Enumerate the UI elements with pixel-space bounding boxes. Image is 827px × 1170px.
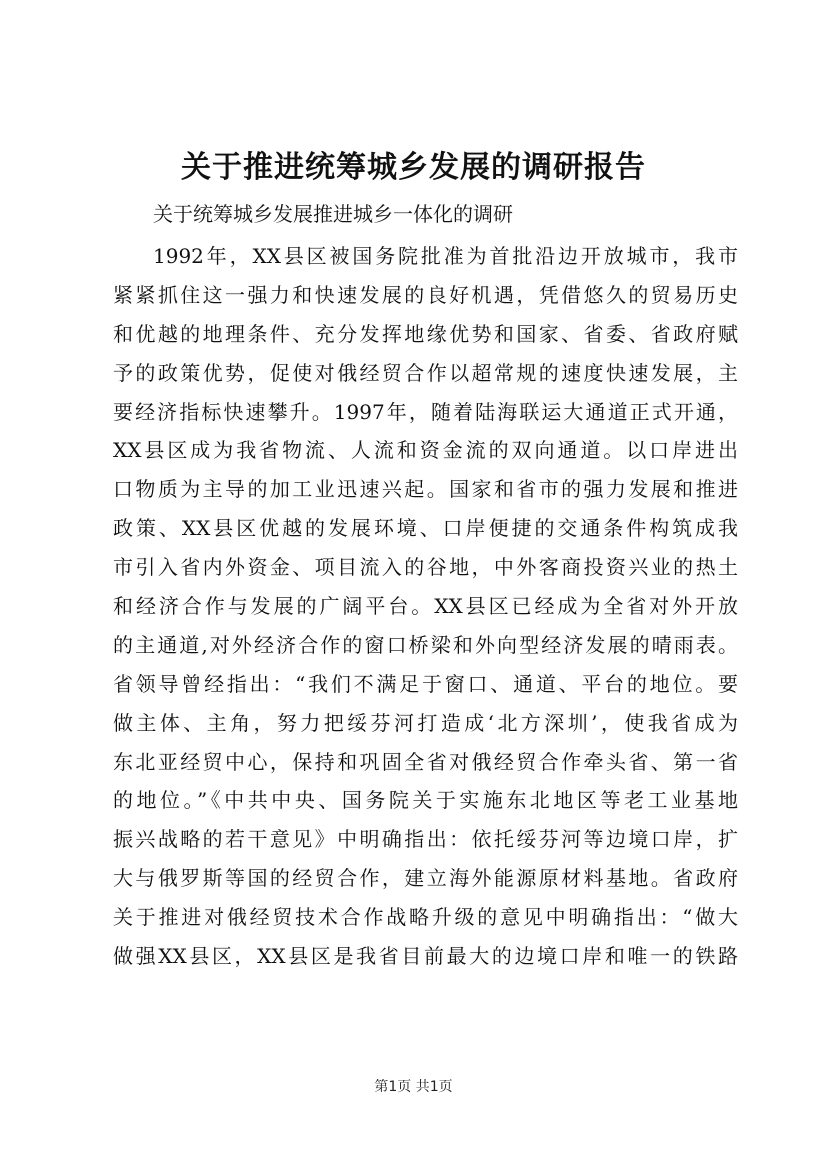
paragraph-line: 振兴战略的若干意见》中明确指出：依托绥芬河等边境口岸，扩: [113, 827, 738, 852]
paragraph-line: 要经济指标快速攀升。1997年，随着陆海联运大通道正式开通，: [113, 399, 738, 424]
paragraph-line: 市引入省内外资金、项目流入的谷地，中外客商投资兴业的热土: [113, 555, 738, 580]
paragraph-line: 紧紧抓住这一强力和快速发展的良好机遇，凭借悠久的贸易历史: [113, 282, 738, 307]
paragraph-line: 的地位。”《中共中央、国务院关于实施东北地区等老工业基地: [113, 788, 738, 813]
paragraph-line: 和经济合作与发展的广阔平台。XX县区已经成为全省对外开放: [113, 594, 738, 619]
paragraph-line: 口物质为主导的加工业迅速兴起。国家和省市的强力发展和推进: [113, 477, 738, 502]
document-title: 关于推进统筹城乡发展的调研报告: [181, 150, 646, 185]
paragraph-line: 东北亚经贸中心，保持和巩固全省对俄经贸合作牵头省、第一省: [113, 749, 738, 774]
paragraph-line: 1992年，XX县区被国务院批准为首批沿边开放城市，我市: [153, 244, 738, 268]
document-subtitle: 关于统筹城乡发展推进城乡一体化的调研: [153, 202, 513, 226]
paragraph-line: 政策、XX县区优越的发展环境、口岸便捷的交通条件构筑成我: [113, 516, 738, 541]
paragraph-line: 和优越的地理条件、充分发挥地缘优势和国家、省委、省政府赋: [113, 321, 738, 346]
paragraph-line: 关于推进对俄经贸技术合作战略升级的意见中明确指出：“做大: [113, 905, 738, 930]
paragraph-line: 的主通道,对外经济合作的窗口桥梁和外向型经济发展的晴雨表。: [113, 632, 738, 657]
body-paragraph: [113, 237, 738, 976]
paragraph-line: 省领导曾经指出：“我们不满足于窗口、通道、平台的地位。要: [113, 671, 738, 696]
paragraph-line: 大与俄罗斯等国的经贸合作，建立海外能源原材料基地。省政府: [113, 866, 738, 891]
paragraph-line: XX县区成为我省物流、人流和资金流的双向通道。以口岸进出: [113, 438, 738, 463]
page-footer: 第1页 共1页: [374, 1079, 453, 1095]
paragraph-line: 予的政策优势，促使对俄经贸合作以超常规的速度快速发展，主: [113, 360, 738, 385]
paragraph-line: 做主体、主角，努力把绥芬河打造成‘北方深圳’，使我省成为: [113, 710, 738, 735]
paragraph-line: 做强XX县区，XX县区是我省目前最大的边境口岸和唯一的铁路: [113, 944, 738, 969]
